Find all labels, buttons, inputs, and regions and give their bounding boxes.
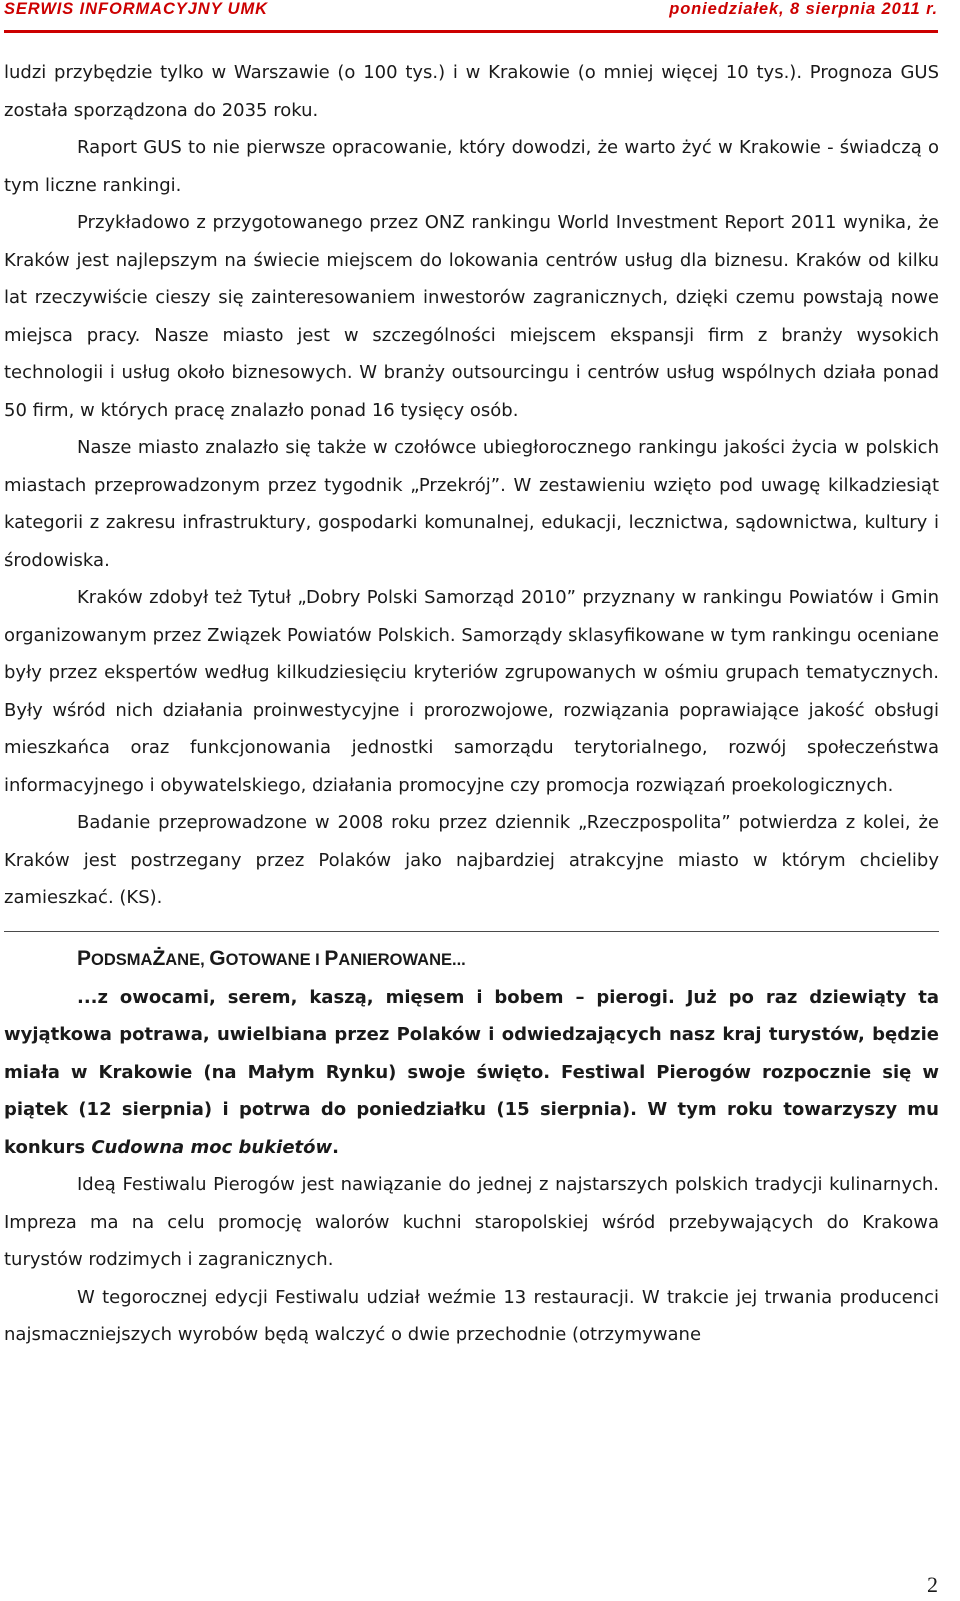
- article-body: [4, 54, 939, 1354]
- paragraph-quality-of-life: Nasze miasto znalazło się także w czołówce ubiegłorocznego rankingu jakości życia w polskich miastach przeprowadzonym przez tygodnik „Przekrój”. W zestawieniu wzięto pod uwagę kilkadziesiąt kategorii z zakresu infrastruktury, gospodarki komunalnej, edukacji, lecznictwa, sądownictwa, kultury i środowiska.: [4, 437, 939, 571]
- paragraph-good-self-government: Kraków zdobył też Tytuł „Dobry Polski Samorząd 2010” przyznany w rankingu Powiatów i Gmin organizowanym przez Związek Powiatów Polskich. Samorządy sklasyfikowane w tym rankingu oceniane były przez ekspertów według kilkudziesięciu kryteriów zgrupowanych w ośmiu grupach tematycznych. Były wśród nich działania proinwestycyjne i prorozwojowe, rozwiązania poprawiające jakość obsługi mieszkańca oraz funkcjonowania jednostki samorządu terytorialnego, rozwój społeczeństwa informacyjnego i obywatelskiego, działania promocyjne czy promocja rozwiązań proekologicznych.: [4, 587, 939, 796]
- paragraph-rankings: Raport GUS to nie pierwsze opracowanie, który dowodzi, że warto żyć w Krakowie - świadczą o tym liczne rankingi.: [4, 137, 939, 196]
- paragraph-gus-forecast: ludzi przybędzie tylko w Warszawie (o 100 tys.) i w Krakowie (o mniej więcej 10 tys.). Prognoza GUS została sporządzona do 2035 roku.: [4, 62, 939, 121]
- page-header: [4, 0, 938, 33]
- paragraph-restaurants: W tegorocznej edycji Festiwalu udział weźmie 13 restauracji. W trakcie jej trwania producenci najsmaczniejszych wyrobów będą walczyć o dwie przechodnie (otrzymywane: [4, 1286, 939, 1345]
- contest-name: Cudowna moc bukietów: [91, 1136, 333, 1158]
- page-number: 2: [927, 1572, 938, 1597]
- paragraph-rzeczpospolita: Badanie przeprowadzone w 2008 roku przez dziennik „Rzeczpospolita” potwierdza z kolei, że Kraków jest postrzegany przez Polaków jako najbardziej atrakcyjne miasto w którym chcieliby zamieszkać. (KS).: [4, 812, 939, 908]
- section-divider: [4, 931, 939, 932]
- header-title: SERWIS INFORMACYJNY UMK: [4, 0, 268, 18]
- section-title: PODSMAŻANE, GOTOWANE I PANIEROWANE...: [77, 946, 466, 970]
- lead-paragraph: ...z owocami, serem, kaszą, mięsem i bobem – pierogi. Już po raz dziewiąty ta wyjątkowa potrawa, uwielbiana przez Polaków i odwiedzających nasz kraj turystów, będzie miała w Krakowie (na Małym Rynku) swoje święto. Festiwal Pierogów rozpocznie się w piątek (12 sierpnia) i potrwa do poniedziałku (15 sierpnia). W tym roku towarzyszy mu konkurs Cudowna moc bukietów.: [4, 986, 939, 1158]
- paragraph-festival-idea: Ideą Festiwalu Pierogów jest nawiązanie do jednej z najstarszych polskich tradycji kulinarnych. Impreza ma na celu promocję walorów kuchni staropolskiej wśród przebywających do Krakowa turystów rodzimych i zagranicznych.: [4, 1174, 939, 1270]
- paragraph-investment-report: Przykładowo z przygotowanego przez ONZ rankingu World Investment Report 2011 wynika, że Kraków jest najlepszym na świecie miejscem do lokowania centrów usług dla biznesu. Kraków od kilku lat rzeczywiście cieszy się zainteresowaniem inwestorów zagranicznych, dzięki czemu powstają nowe miejsca pracy. Nasze miasto jest w szczególności miejscem ekspansji firm z branży wysokich technologii i usług około biznesowych. W branży outsourcingu i centrów usług wspólnych działa ponad 50 firm, w których pracę znalazło ponad 16 tysięcy osób.: [4, 212, 939, 421]
- header-date: poniedziałek, 8 sierpnia 2011 r.: [669, 0, 938, 18]
